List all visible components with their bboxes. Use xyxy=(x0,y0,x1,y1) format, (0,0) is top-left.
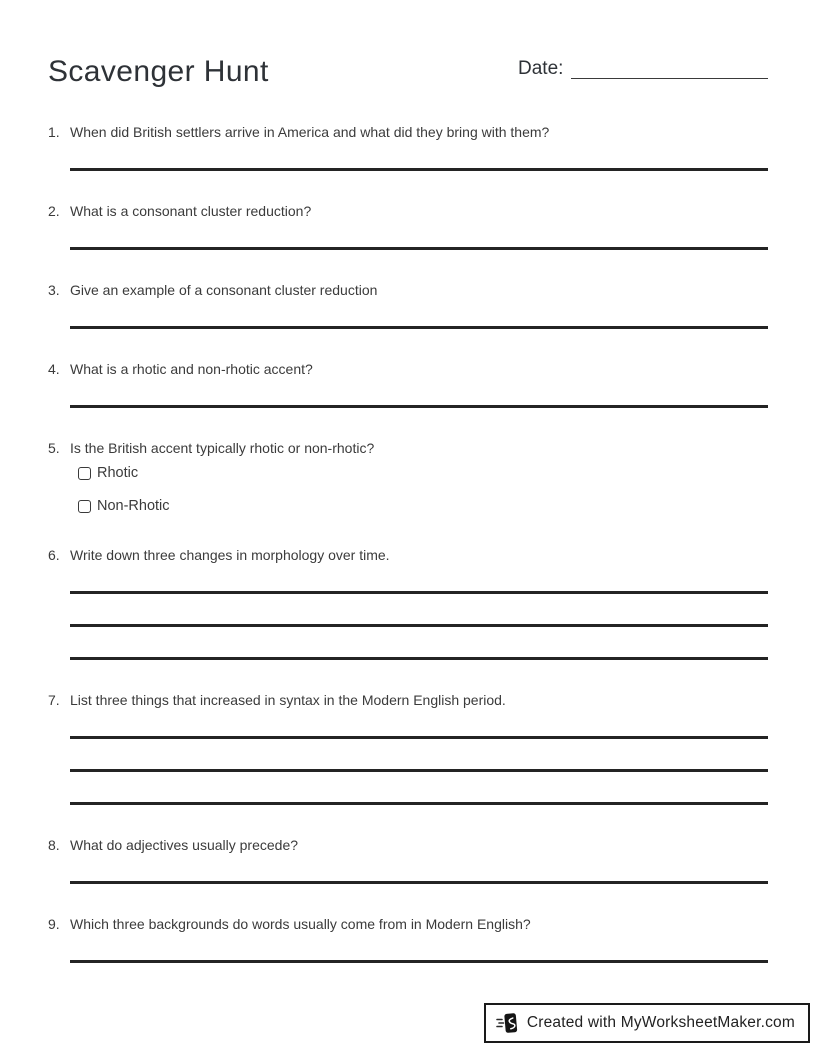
question-row xyxy=(48,690,768,710)
answer-line[interactable] xyxy=(70,326,768,329)
question-text: Give an example of a consonant cluster reduction xyxy=(70,282,378,298)
question-body xyxy=(48,326,768,329)
checkbox-icon[interactable] xyxy=(78,500,91,513)
question-row xyxy=(48,438,768,458)
answer-line[interactable] xyxy=(70,247,768,250)
question-block xyxy=(48,280,768,329)
question-body xyxy=(48,465,768,515)
date-label: Date: xyxy=(518,58,564,79)
question-body xyxy=(48,736,768,805)
answer-line[interactable] xyxy=(70,881,768,884)
question-block xyxy=(48,690,768,805)
answer-line[interactable] xyxy=(70,769,768,772)
question-text: Write down three changes in morphology over time. xyxy=(70,547,390,563)
worksheet-maker-logo-icon xyxy=(496,1010,519,1036)
question-text: What is a consonant cluster reduction? xyxy=(70,203,312,219)
checkbox-icon[interactable] xyxy=(78,467,91,480)
question-number: 6. xyxy=(48,547,60,563)
answer-line[interactable] xyxy=(70,405,768,408)
question-number: 8. xyxy=(48,837,60,853)
question-number: 1. xyxy=(48,124,60,140)
page-title: Scavenger Hunt xyxy=(48,55,269,88)
question-body xyxy=(48,168,768,171)
question-number: 3. xyxy=(48,282,60,298)
question-body xyxy=(48,960,768,963)
question-block xyxy=(48,359,768,408)
answer-line[interactable] xyxy=(70,960,768,963)
answer-line[interactable] xyxy=(70,657,768,660)
question-body xyxy=(48,405,768,408)
question-number: 4. xyxy=(48,361,60,377)
credit-text: Created with MyWorksheetMaker.com xyxy=(526,1014,795,1031)
question-text: What do adjectives usually precede? xyxy=(70,837,299,853)
checkbox-label: Rhotic xyxy=(97,465,139,481)
question-block xyxy=(48,835,768,884)
question-row xyxy=(48,122,768,142)
checkbox-options xyxy=(78,465,768,515)
question-block xyxy=(48,438,768,515)
question-number: 2. xyxy=(48,203,60,219)
question-block xyxy=(48,201,768,250)
answer-line[interactable] xyxy=(70,591,768,594)
question-row xyxy=(48,359,768,379)
question-number: 9. xyxy=(48,916,60,932)
question-row xyxy=(48,914,768,934)
checkbox-option[interactable] xyxy=(78,498,768,515)
answer-line[interactable] xyxy=(70,624,768,627)
question-text: When did British settlers arrive in America and what did they bring with them? xyxy=(70,124,550,140)
question-body xyxy=(48,247,768,250)
question-row xyxy=(48,545,768,565)
header xyxy=(48,52,768,92)
question-block xyxy=(48,914,768,963)
question-row xyxy=(48,835,768,855)
question-text: What is a rhotic and non-rhotic accent? xyxy=(70,361,313,377)
answer-line[interactable] xyxy=(70,168,768,171)
question-block xyxy=(48,122,768,171)
question-row xyxy=(48,201,768,221)
question-list xyxy=(48,122,768,963)
credit-badge xyxy=(484,1003,810,1043)
question-row xyxy=(48,280,768,300)
question-text: Is the British accent typically rhotic or non-rhotic? xyxy=(70,440,375,456)
answer-line[interactable] xyxy=(70,736,768,739)
date-field xyxy=(518,56,768,82)
question-text: List three things that increased in syntax in the Modern English period. xyxy=(70,692,506,708)
question-number: 7. xyxy=(48,692,60,708)
checkbox-option[interactable] xyxy=(78,465,768,482)
question-body xyxy=(48,591,768,660)
question-number: 5. xyxy=(48,440,60,456)
checkbox-label: Non-Rhotic xyxy=(97,498,170,514)
question-block xyxy=(48,545,768,660)
answer-line[interactable] xyxy=(70,802,768,805)
date-blank-line[interactable] xyxy=(571,56,768,79)
question-text: Which three backgrounds do words usually come from in Modern English? xyxy=(70,916,531,932)
question-body xyxy=(48,881,768,884)
